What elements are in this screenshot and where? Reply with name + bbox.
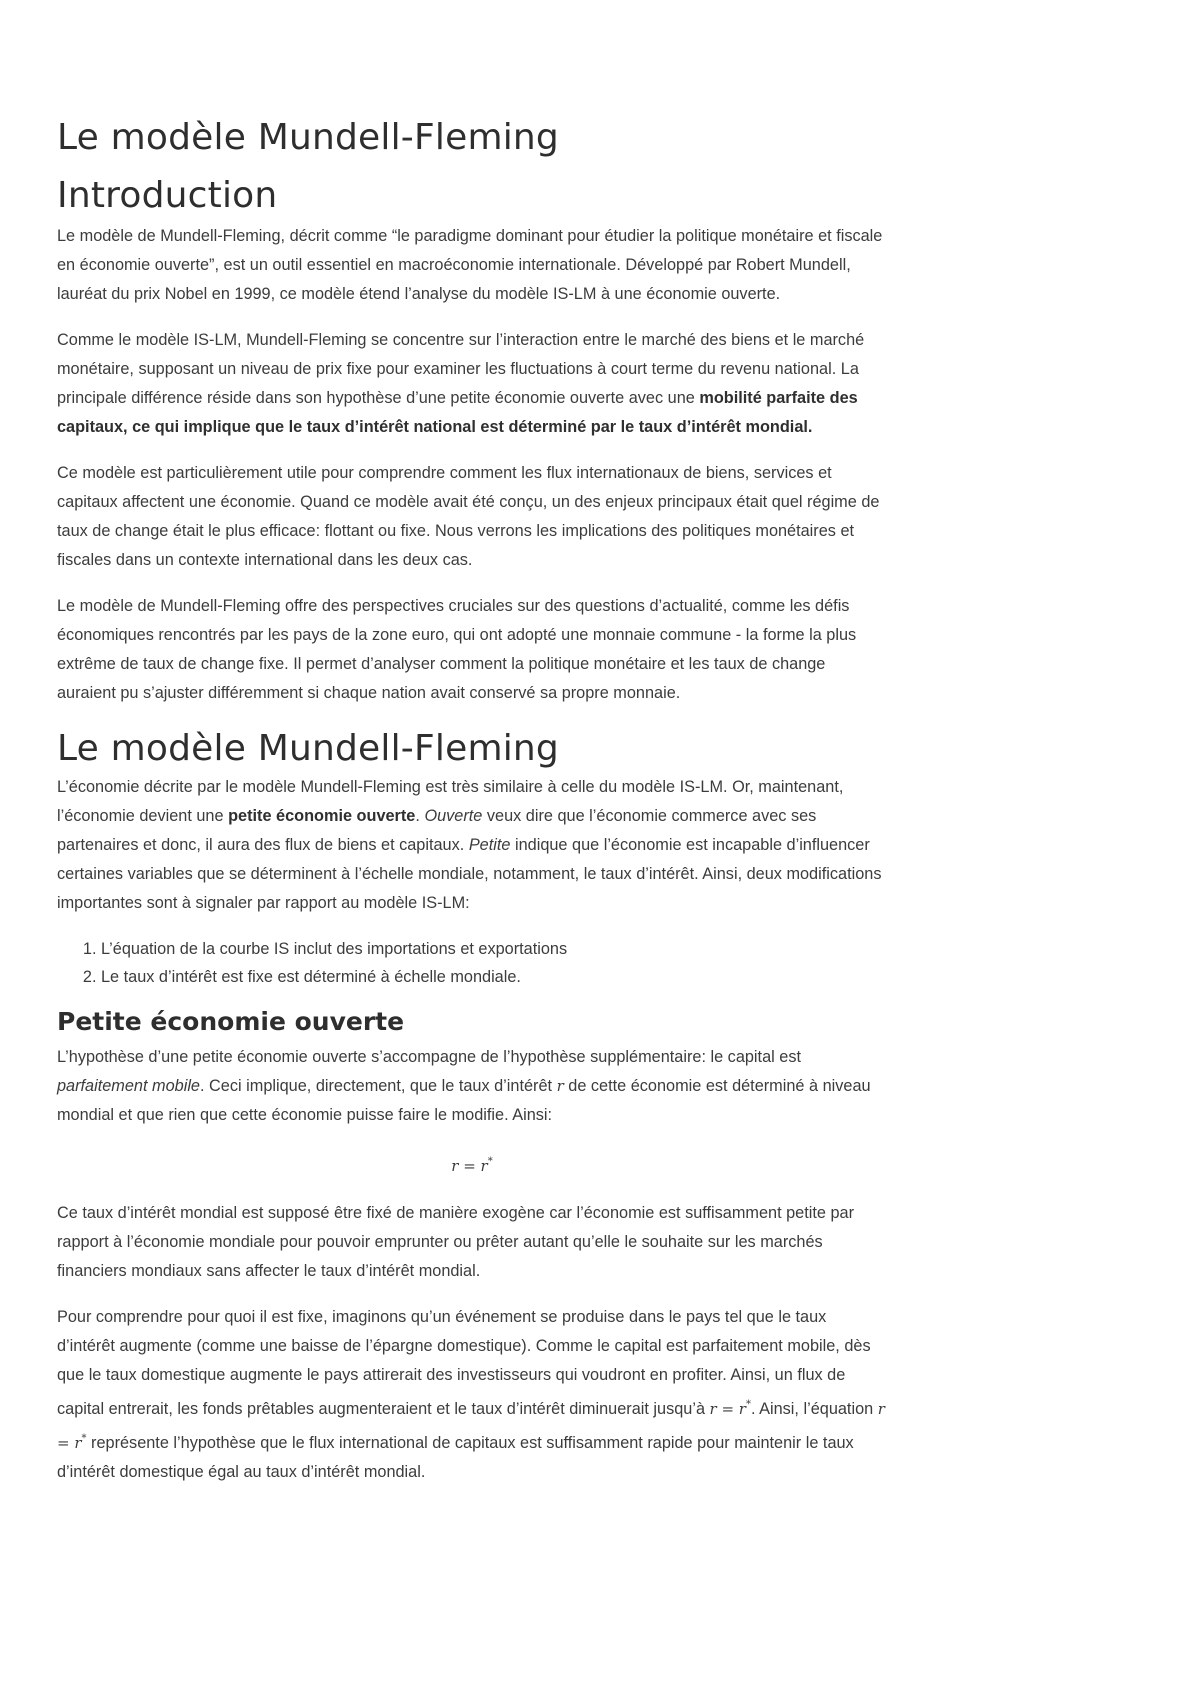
intro-paragraph-3: Ce modèle est particulièrement utile pour comprendre comment les flux internationaux de biens, services et capitaux affectent une économie. Quand ce modèle avait été conçu, un des enjeux principaux était quel régime de taux de change était le plus efficace: flottant ou fixe. Nous verrons les implications des politiques monétaires et fiscales dans un contexte international dans les deux cas. <box>57 464 880 569</box>
model-p1-text-e: veux dire que l’économie commerce avec ses partenaires et donc, il aura des flux de biens et capitaux. <box>57 807 817 854</box>
so-p3-star-1: * <box>745 1399 751 1410</box>
small-open-paragraph-3 <box>57 1303 887 1487</box>
so-p3-math-1: r = r <box>709 1400 746 1418</box>
intro-paragraph-2-bold: mobilité parfaite des capitaux, ce qui implique que le taux d’intérêt national est déterminé par le taux d’intérêt mondial. <box>57 389 858 436</box>
model-p1-text-a: L’économie décrite par le modèle Mundell-Fleming est très similaire à celle du modèle IS-LM. Or, maintenant, l’économie devient une <box>57 778 844 825</box>
article-content <box>57 108 887 1495</box>
intro-paragraph-1: Le modèle de Mundell-Fleming, décrit comme “le paradigme dominant pour étudier la politique monétaire et fiscale en économie ouverte”, est un outil essentiel en macroéconomie internationale. Développé par Robert Mundell, lauréat du prix Nobel en 1999, ce modèle étend l’analyse du modèle IS-LM à une économie ouverte. <box>57 227 883 303</box>
model-p1-italic-ouverte: Ouverte <box>424 807 483 825</box>
modifications-list <box>57 935 887 991</box>
so-p3-text-c: représente l’hypothèse que le flux international de capitaux est suffisamment rapide pour maintenir le taux d’intérêt domestique égal au taux d’intérêt mondial. <box>57 1434 854 1481</box>
model-heading: Le modèle Mundell-Fleming <box>57 728 559 769</box>
intro-paragraph-2-text: Comme le modèle IS-LM, Mundell-Fleming se concentre sur l’interaction entre le marché des biens et le marché monétaire, supposant un niveau de prix fixe pour examiner les fluctuations à court terme du revenu national. La principale différence réside dans son hypothèse d’une petite économie ouverte avec une <box>57 331 865 407</box>
intro-paragraph-2 <box>57 326 887 442</box>
model-p1-italic-petite: Petite <box>468 836 511 854</box>
small-open-paragraph-1 <box>57 1043 887 1130</box>
list-item: 1. L’équation de la courbe IS inclut des importations et exportations <box>101 935 887 963</box>
list-item: 2. Le taux d’intérêt est fixe est déterminé à échelle mondiale. <box>101 963 887 991</box>
page-title: Le modèle Mundell-Fleming <box>57 117 559 158</box>
so-p1-italic: parfaitement mobile <box>57 1077 200 1095</box>
so-p3-text-a: Pour comprendre pour quoi il est fixe, imaginons qu’un événement se produise dans le pays tel que le taux d’intérêt augmente (comme une baisse de l’épargne domestique). Comme le capital est parfaitement mobile, dès que le taux domestique augmente le pays attirerait des investisseurs qui voudront en profiter. Ainsi, un flux de capital entrerait, les fonds prêtables augmenteraient et le taux d’intérêt diminuerait jusqu’à <box>57 1308 871 1418</box>
model-p1-text-g: indique que l’économie est incapable d’influencer certaines variables que se déterminent à l’échelle mondiale, notamment, le taux d’intérêt. Ainsi, deux modifications importantes sont à signaler par rapport au modèle IS-LM: <box>57 836 882 912</box>
so-p1-text-a: L’hypothèse d’une petite économie ouverte s’accompagne de l’hypothèse supplémentaire: le capital est <box>57 1048 801 1066</box>
so-p3-star-2: * <box>81 1433 87 1444</box>
so-p1-math-r: r <box>556 1077 564 1095</box>
so-p1-text-c: . Ceci implique, directement, que le taux d’intérêt <box>200 1077 557 1095</box>
so-p3-math-2: r = r <box>57 1400 885 1452</box>
small-open-heading: Petite économie ouverte <box>57 1007 405 1036</box>
equation-display <box>57 1147 887 1182</box>
model-p1-bold: petite économie ouverte <box>228 807 416 825</box>
so-p3-text-b: . Ainsi, l’équation <box>750 1400 878 1418</box>
equation-body: r = r <box>451 1157 488 1175</box>
so-p1-text-d: de cette économie est déterminé à niveau mondial et que rien que cette économie puisse faire le modifie. Ainsi: <box>57 1077 871 1124</box>
model-p1-text-c: . <box>415 807 425 825</box>
intro-heading: Introduction <box>57 175 278 216</box>
small-open-paragraph-2: Ce taux d’intérêt mondial est supposé être fixé de manière exogène car l’économie est suffisamment petite par rapport à l’économie mondiale pour pouvoir emprunter ou prêter autant qu’elle le souhaite sur les marchés financiers mondiaux sans affecter le taux d’intérêt mondial. <box>57 1204 855 1280</box>
model-paragraph-1 <box>57 773 887 918</box>
intro-paragraph-4: Le modèle de Mundell-Fleming offre des perspectives cruciales sur des questions d’actualité, comme les défis économiques rencontrés par les pays de la zone euro, qui ont adopté une monnaie commune - la forme la plus extrême de taux de change fixe. Il permet d’analyser comment la politique monétaire et les taux de change auraient pu s’ajuster différemment si chaque nation avait conservé sa propre monnaie. <box>57 597 857 702</box>
equation-star: * <box>487 1156 493 1167</box>
